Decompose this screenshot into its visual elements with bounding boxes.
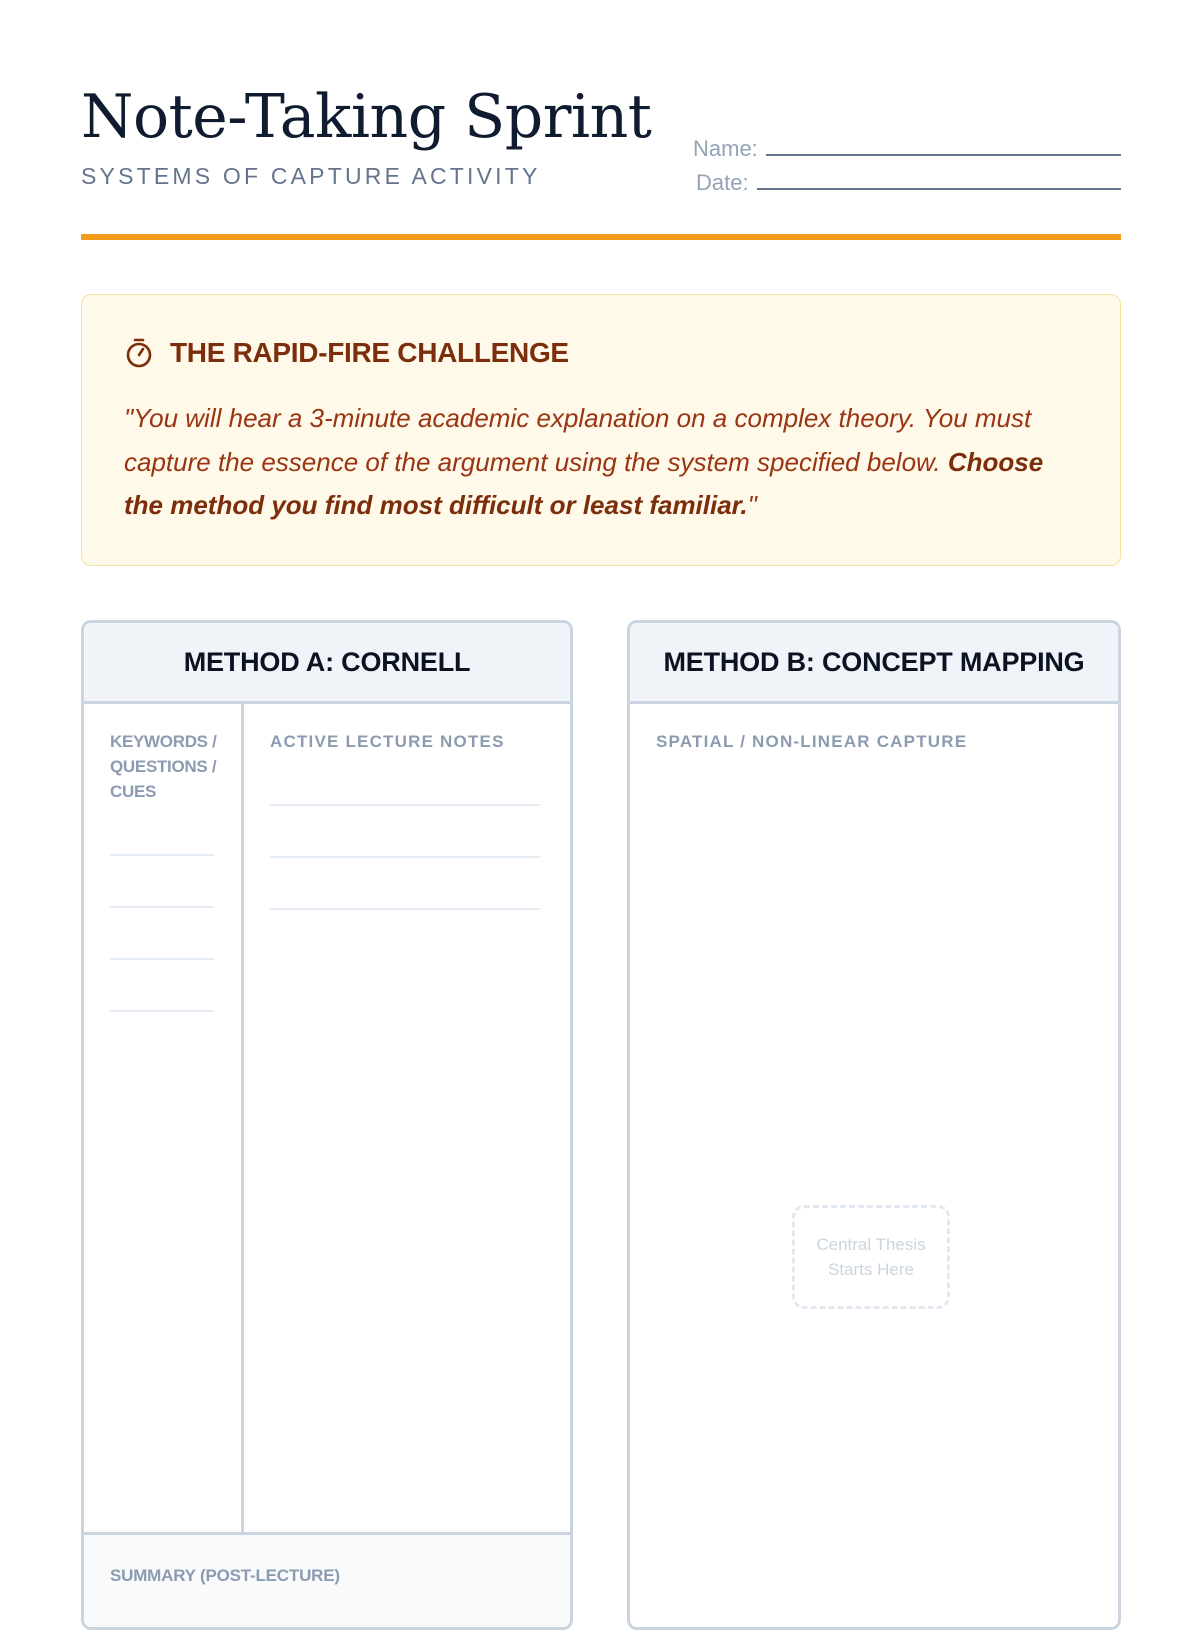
page-subtitle: SYSTEMS OF CAPTURE ACTIVITY <box>81 163 541 189</box>
summary-label: SUMMARY (POST-LECTURE) <box>110 1566 340 1585</box>
name-field[interactable] <box>691 128 1121 162</box>
challenge-body: You will hear a 3-minute academic explanation on a complex theory. You must capture the essence of the argument using the system specified below. <box>124 403 1032 477</box>
method-b-title: METHOD B: CONCEPT MAPPING <box>630 623 1118 704</box>
date-field[interactable] <box>691 162 1121 196</box>
cornell-cues-column[interactable] <box>84 704 244 1532</box>
notes-write-line[interactable] <box>270 804 540 806</box>
cornell-notes-column[interactable] <box>244 704 570 1532</box>
challenge-quote-open: " <box>124 403 134 433</box>
stopwatch-icon <box>124 337 154 369</box>
cue-write-line[interactable] <box>110 958 214 960</box>
challenge-quote-close: " <box>747 490 757 520</box>
name-write-line[interactable] <box>766 154 1121 156</box>
challenge-emphasis: Choose the method you find most difficult or least familiar. <box>124 446 1044 520</box>
method-b-card <box>627 620 1121 1630</box>
student-info-fields <box>691 128 1121 196</box>
cue-write-line[interactable] <box>110 906 214 908</box>
method-a-card <box>81 620 573 1630</box>
cornell-summary-section[interactable] <box>84 1532 570 1630</box>
central-thesis-node[interactable]: Central Thesis Starts Here <box>792 1205 950 1309</box>
header-divider <box>81 234 1121 240</box>
notes-column-label: ACTIVE LECTURE NOTES <box>270 732 505 751</box>
method-a-title: METHOD A: CORNELL <box>84 623 570 704</box>
date-label: Date: <box>696 170 749 195</box>
cue-write-line[interactable] <box>110 1010 214 1012</box>
concept-map-area-label: SPATIAL / NON-LINEAR CAPTURE <box>656 732 968 751</box>
cue-write-line[interactable] <box>110 854 214 856</box>
worksheet-page <box>81 0 1121 1600</box>
challenge-instructions <box>124 397 1074 528</box>
page-title: Note-Taking Sprint <box>81 82 652 152</box>
notes-write-line[interactable] <box>270 908 540 910</box>
date-write-line[interactable] <box>757 188 1121 190</box>
challenge-box <box>81 294 1121 566</box>
cues-column-label: KEYWORDS / QUESTIONS / CUES <box>110 732 217 801</box>
challenge-title: THE RAPID-FIRE CHALLENGE <box>170 337 569 368</box>
name-label: Name: <box>693 136 758 161</box>
notes-write-line[interactable] <box>270 856 540 858</box>
challenge-heading <box>124 337 569 369</box>
